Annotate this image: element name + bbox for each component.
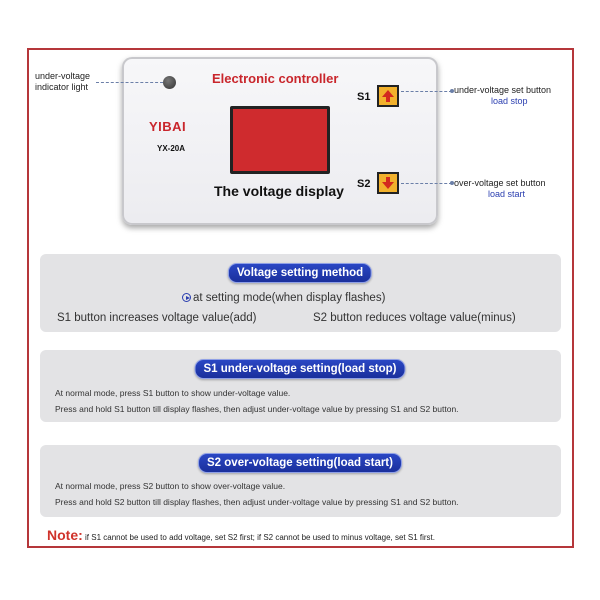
device-title: Electronic controller <box>212 71 339 86</box>
method-subtitle <box>182 292 385 304</box>
s2-button[interactable] <box>377 172 399 194</box>
s1-button[interactable] <box>377 85 399 107</box>
indicator-annotation-line2: indicator light <box>35 82 89 92</box>
method-subtitle-text: at setting mode(when display flashes) <box>193 292 386 304</box>
note-text: if S1 cannot be used to add voltage, set S2 first; if S2 cannot be used to minus voltage, set S1 first. <box>85 533 435 542</box>
note-line <box>47 527 435 543</box>
play-icon <box>182 293 191 302</box>
s2-annotation-line1: over-voltage set button <box>454 178 546 188</box>
method-left-text: S1 button increases voltage value(add) <box>57 312 257 324</box>
s2-label: S2 <box>357 178 371 190</box>
s1-section-title: S1 under-voltage setting(load stop) <box>195 359 406 379</box>
s1-leader-line <box>401 91 452 92</box>
s2-annotation <box>454 178 546 200</box>
s1-annotation-line1: under-voltage set button <box>454 85 552 95</box>
s1-leader-dot <box>450 89 454 93</box>
s1-label: S1 <box>357 91 371 103</box>
method-right-text: S2 button reduces voltage value(minus) <box>313 312 516 324</box>
indicator-annotation <box>35 71 90 93</box>
s2-text-line1: At normal mode, press S2 button to show over-voltage value. <box>55 481 286 491</box>
s2-annotation-line2: load start <box>488 189 526 199</box>
s2-section-title: S2 over-voltage setting(load start) <box>198 453 402 473</box>
voltage-display-screen <box>230 106 330 174</box>
s1-annotation <box>454 85 551 107</box>
note-label: Note: <box>47 527 83 543</box>
model-number: YX-20A <box>157 144 186 153</box>
display-label: The voltage display <box>214 183 344 199</box>
s1-text-line2: Press and hold S1 button till display flashes, then adjust under-voltage value by pressing S1 and S2 button. <box>55 404 459 414</box>
indicator-leader-line <box>96 82 163 83</box>
s2-leader-line <box>401 183 452 184</box>
s1-annotation-line2: load stop <box>491 96 528 106</box>
brand-logo: YIBAI <box>149 119 187 134</box>
s2-leader-dot <box>450 181 454 185</box>
indicator-light-icon <box>163 76 176 89</box>
arrow-down-icon <box>381 176 395 190</box>
arrow-up-icon <box>381 89 395 103</box>
indicator-annotation-line1: under-voltage <box>35 71 91 81</box>
s2-text-line2: Press and hold S2 button till display flashes, then adjust under-voltage value by pressing S1 and S2 button. <box>55 497 459 507</box>
s1-text-line1: At normal mode, press S1 button to show under-voltage value. <box>55 388 291 398</box>
method-title: Voltage setting method <box>228 263 372 283</box>
